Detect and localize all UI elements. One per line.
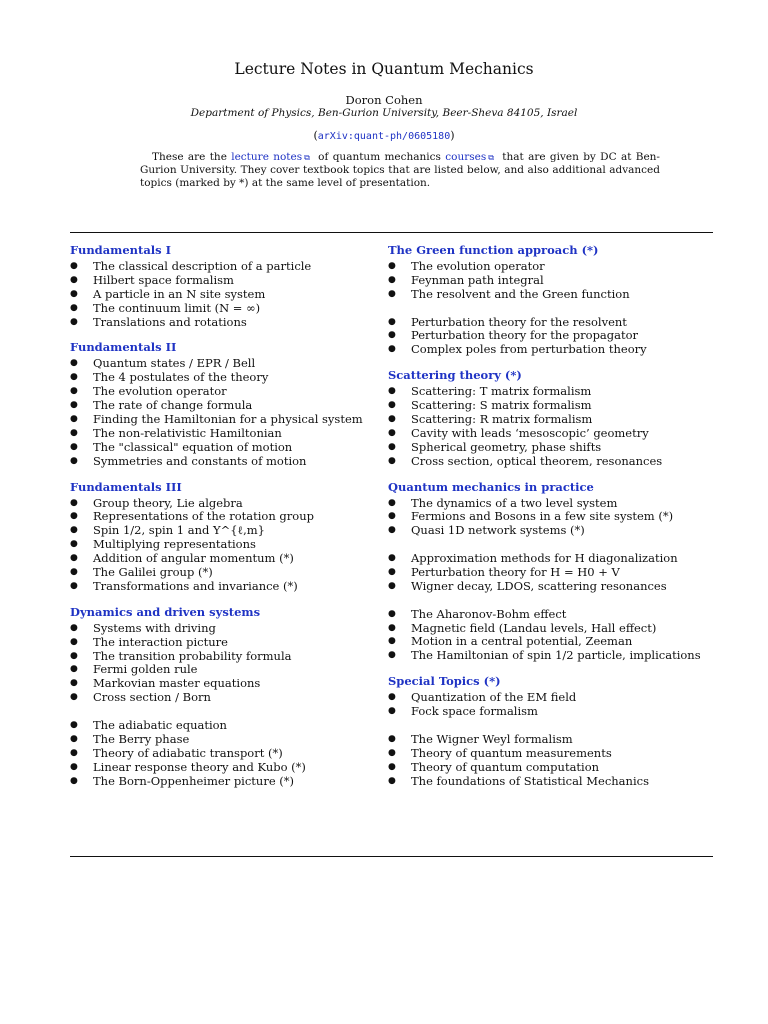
bullet-dot: ●: [70, 455, 78, 466]
topic-text: Quantum states / EPR / Bell: [93, 356, 256, 371]
bullet-dot: ●: [388, 511, 396, 522]
topic-list: [70, 622, 370, 705]
topic-list: [70, 719, 370, 788]
topic-text: The Born-Oppenheimer picture (*): [93, 773, 295, 788]
topic-item: [70, 747, 370, 761]
bullet-dot: ●: [388, 650, 396, 661]
topic-list: [70, 260, 370, 329]
topic-item: [70, 288, 370, 302]
topic-item: [388, 329, 708, 343]
topic-text: Quasi 1D network systems (*): [411, 523, 585, 538]
bullet-dot: ●: [388, 580, 396, 591]
section-heading: Dynamics and driven systems: [70, 604, 261, 619]
abstract: [140, 151, 660, 190]
topic-item: [388, 455, 708, 469]
section-fundamentals-iii: [70, 469, 370, 594]
topic-item: [388, 649, 708, 663]
section-special-topics: [388, 663, 708, 788]
topic-text: The interaction picture: [93, 634, 228, 649]
external-link-icon[interactable]: ⧉: [304, 153, 310, 162]
abstract-text-2: of quantum mechanics: [313, 151, 446, 163]
topic-item: [70, 733, 370, 747]
topic-item: [70, 719, 370, 733]
topic-list: [388, 733, 708, 789]
topic-text: Theory of quantum measurements: [411, 745, 612, 760]
bullet-dot: ●: [388, 427, 396, 438]
topic-item: [388, 747, 708, 761]
topic-list: [388, 316, 708, 358]
topic-item: [388, 622, 708, 636]
arxiv-link[interactable]: arXiv:quant-ph/0605180: [317, 131, 451, 142]
document-title: Lecture Notes in Quantum Mechanics: [234, 60, 534, 78]
section-fundamentals-ii: [70, 329, 370, 468]
topic-text: The continuum limit (N = ∞): [93, 300, 261, 315]
topic-list: [388, 552, 708, 594]
bullet-dot: ●: [388, 706, 396, 717]
group-spacer: [70, 705, 370, 719]
topic-list: [388, 608, 708, 664]
bullet-dot: ●: [388, 622, 396, 633]
section-heading: Scattering theory (*): [388, 368, 522, 383]
topic-item: [70, 663, 370, 677]
bullet-dot: ●: [70, 288, 78, 299]
topic-text: Quantization of the EM field: [411, 690, 577, 705]
topic-item: [70, 497, 370, 511]
topic-item: [388, 316, 708, 330]
topic-text: Spherical geometry, phase shifts: [411, 439, 602, 454]
bullet-dot: ●: [70, 720, 78, 731]
bullet-dot: ●: [70, 553, 78, 564]
topic-item: [388, 274, 708, 288]
section-quantum-mechanics-in-practice: [388, 469, 708, 664]
section-heading: The Green function approach (*): [388, 243, 599, 257]
bullet-dot: ●: [70, 692, 78, 703]
topic-item: [388, 399, 708, 413]
topic-text: Scattering: S matrix formalism: [411, 398, 592, 413]
bullet-dot: ●: [70, 525, 78, 536]
topic-text: Multiplying representations: [93, 537, 256, 552]
bullet-dot: ●: [70, 497, 78, 508]
bullet-dot: ●: [388, 733, 396, 744]
section-heading: Fundamentals I: [70, 243, 172, 257]
topic-text: The "classical" equation of motion: [93, 439, 293, 454]
bullet-dot: ●: [70, 733, 78, 744]
bullet-dot: ●: [388, 553, 396, 564]
bullet-dot: ●: [388, 386, 396, 397]
bullet-dot: ●: [70, 664, 78, 675]
topic-text: Markovian master equations: [93, 676, 261, 691]
bullet-dot: ●: [388, 414, 396, 425]
author-affiliation: Department of Physics, Ben-Gurion University, Beer-Sheva 84105, Israel: [190, 107, 578, 119]
left-topic-column: [70, 232, 370, 789]
bullet-dot: ●: [388, 775, 396, 786]
topic-text: The evolution operator: [93, 384, 227, 399]
topic-text: Cavity with leads ‘mesoscopic’ geometry: [411, 425, 649, 440]
lecture-notes-link[interactable]: lecture notes: [231, 151, 303, 163]
topic-item: [388, 705, 708, 719]
topic-item: [388, 691, 708, 705]
topic-item: [70, 274, 370, 288]
bullet-dot: ●: [388, 330, 396, 341]
topic-item: [388, 427, 708, 441]
bullet-dot: ●: [70, 372, 78, 383]
topic-list: [70, 497, 370, 594]
topic-text: The dynamics of a two level system: [411, 495, 618, 510]
topic-item: [70, 413, 370, 427]
section-heading: Quantum mechanics in practice: [388, 479, 594, 494]
topic-item: [70, 552, 370, 566]
bullet-dot: ●: [70, 427, 78, 438]
bullet-dot: ●: [388, 344, 396, 355]
topic-item: [70, 510, 370, 524]
bullet-dot: ●: [70, 636, 78, 647]
topic-item: [70, 385, 370, 399]
topic-item: [388, 260, 708, 274]
bullet-dot: ●: [388, 455, 396, 466]
topic-item: [388, 288, 708, 302]
topic-text: Systems with driving: [93, 620, 216, 635]
bullet-dot: ●: [388, 525, 396, 536]
topic-text: The Aharonov-Bohm effect: [411, 606, 567, 621]
topic-item: [388, 733, 708, 747]
right-topic-column: [388, 232, 708, 789]
topic-text: The evolution operator: [411, 259, 545, 273]
topic-item: [388, 552, 708, 566]
topic-item: [70, 775, 370, 789]
bullet-dot: ●: [70, 400, 78, 411]
topic-item: [388, 385, 708, 399]
topic-text: Cross section, optical theorem, resonances: [411, 453, 663, 468]
bullet-dot: ●: [70, 511, 78, 522]
topic-item: [388, 608, 708, 622]
topic-text: Finding the Hamiltonian for a physical system: [93, 412, 363, 427]
topic-text: The adiabatic equation: [93, 718, 227, 733]
topic-text: Fermions and Bosons in a few site system (*): [411, 509, 674, 524]
topic-item: [388, 497, 708, 511]
topic-item: [70, 538, 370, 552]
topic-item: [70, 691, 370, 705]
topic-item: [388, 566, 708, 580]
bullet-dot: ●: [388, 497, 396, 508]
bullet-dot: ●: [70, 580, 78, 591]
topic-text: The rate of change formula: [93, 398, 253, 413]
topic-list: [388, 385, 708, 468]
topic-text: The Galilei group (*): [93, 565, 213, 580]
topic-item: [70, 260, 370, 274]
topic-text: Scattering: T matrix formalism: [411, 384, 592, 399]
topic-text: Motion in a central potential, Zeeman: [411, 634, 633, 649]
topic-list: [388, 260, 708, 302]
topic-item: [70, 580, 370, 594]
topic-text: Translations and rotations: [93, 314, 247, 329]
topic-text: Fock space formalism: [411, 704, 538, 719]
topic-item: [70, 316, 370, 330]
topic-text: The Berry phase: [93, 731, 190, 746]
external-link-icon[interactable]: ⧉: [488, 153, 494, 162]
topic-item: [70, 650, 370, 664]
bullet-dot: ●: [70, 261, 78, 271]
topic-text: The classical description of a particle: [93, 259, 312, 273]
bullet-dot: ●: [70, 761, 78, 772]
topic-item: [70, 636, 370, 650]
bullet-dot: ●: [388, 747, 396, 758]
topic-item: [388, 413, 708, 427]
topic-text: Fermi golden rule: [93, 662, 198, 677]
topic-text: Representations of the rotation group: [93, 509, 314, 524]
bullet-dot: ●: [70, 274, 78, 285]
topic-item: [70, 455, 370, 469]
bullet-dot: ●: [388, 316, 396, 327]
topic-text: Feynman path integral: [411, 272, 544, 287]
section-the-green-function-approach: [388, 232, 708, 357]
abstract-text-3: that are given by DC at Ben-Gurion University. They cover textbook topics that are listed below, and also additional advanced topics (marked by *) at the same level of presentation.: [140, 151, 660, 189]
topic-item: [388, 761, 708, 775]
topic-item: [388, 343, 708, 357]
topic-item: [70, 371, 370, 385]
topic-list: [388, 497, 708, 539]
topic-item: [70, 622, 370, 636]
topic-item: [388, 775, 708, 789]
section-dynamics-and-driven-systems: [70, 594, 370, 789]
topic-text: Spin 1/2, spin 1 and Y^{ℓ,m}: [93, 523, 265, 538]
bullet-dot: ●: [388, 274, 396, 285]
topic-text: A particle in an N site system: [93, 286, 266, 301]
arxiv-reference: [0, 129, 768, 142]
topic-text: Transformations and invariance (*): [93, 578, 298, 593]
bottom-rule: [70, 856, 713, 857]
topic-text: Symmetries and constants of motion: [93, 453, 307, 468]
topic-item: [388, 635, 708, 649]
bullet-dot: ●: [388, 567, 396, 578]
bullet-dot: ●: [388, 608, 396, 619]
topic-text: The resolvent and the Green function: [411, 286, 630, 301]
topic-item: [70, 761, 370, 775]
topic-item: [70, 677, 370, 691]
bullet-dot: ●: [70, 386, 78, 397]
topic-text: Wigner decay, LDOS, scattering resonances: [411, 578, 667, 593]
topic-text: Perturbation theory for the propagator: [411, 328, 639, 343]
group-spacer: [388, 538, 708, 552]
topic-item: [70, 302, 370, 316]
topic-item: [388, 510, 708, 524]
bullet-dot: ●: [70, 775, 78, 786]
topic-text: Hilbert space formalism: [93, 272, 234, 287]
topic-list: [70, 357, 370, 468]
topic-text: Addition of angular momentum (*): [93, 551, 294, 566]
topic-text: Approximation methods for H diagonalization: [411, 551, 678, 566]
bullet-dot: ●: [388, 692, 396, 703]
bullet-dot: ●: [70, 302, 78, 313]
bullet-dot: ●: [388, 400, 396, 411]
topic-item: [70, 524, 370, 538]
topic-item: [70, 357, 370, 371]
topic-text: The transition probability formula: [93, 648, 292, 663]
bullet-dot: ●: [388, 261, 396, 271]
topic-item: [70, 441, 370, 455]
arxiv-close-paren: ): [450, 129, 455, 142]
topic-item: [388, 580, 708, 594]
bullet-dot: ●: [70, 358, 78, 369]
topic-text: Complex poles from perturbation theory: [411, 342, 647, 357]
topic-text: The Hamiltonian of spin 1/2 particle, implications: [411, 648, 701, 663]
bullet-dot: ●: [70, 316, 78, 327]
topic-text: Scattering: R matrix formalism: [411, 412, 593, 427]
group-spacer: [388, 719, 708, 733]
topic-item: [70, 399, 370, 413]
topic-text: Perturbation theory for the resolvent: [411, 314, 627, 329]
section-scattering-theory: [388, 357, 708, 468]
topic-text: Theory of quantum computation: [411, 759, 600, 774]
topic-text: Cross section / Born: [93, 690, 211, 705]
topic-text: The Wigner Weyl formalism: [411, 731, 573, 746]
abstract-text-1: These are the: [152, 151, 232, 163]
bullet-dot: ●: [70, 622, 78, 633]
section-heading: Special Topics (*): [388, 674, 501, 689]
topic-text: Group theory, Lie algebra: [93, 495, 243, 510]
topic-item: [388, 441, 708, 455]
bullet-dot: ●: [70, 747, 78, 758]
bullet-dot: ●: [70, 414, 78, 425]
bullet-dot: ●: [388, 761, 396, 772]
group-spacer: [388, 302, 708, 316]
topic-text: The non-relativistic Hamiltonian: [93, 425, 282, 440]
topic-item: [388, 524, 708, 538]
topic-item: [70, 427, 370, 441]
bullet-dot: ●: [388, 636, 396, 647]
topic-text: Theory of adiabatic transport (*): [93, 745, 283, 760]
bullet-dot: ●: [70, 539, 78, 550]
topic-text: Linear response theory and Kubo (*): [93, 759, 306, 774]
bullet-dot: ●: [70, 678, 78, 689]
section-fundamentals-i: [70, 232, 370, 329]
topic-item: [70, 566, 370, 580]
bullet-dot: ●: [388, 288, 396, 299]
topic-text: Magnetic field (Landau levels, Hall effect): [411, 620, 657, 635]
arxiv-open-paren: (: [313, 129, 318, 142]
group-spacer: [388, 594, 708, 608]
bullet-dot: ●: [70, 441, 78, 452]
section-heading: Fundamentals II: [70, 340, 177, 355]
bullet-dot: ●: [70, 567, 78, 578]
courses-link[interactable]: courses: [445, 151, 487, 163]
topic-text: The foundations of Statistical Mechanics: [411, 773, 649, 788]
section-heading: Fundamentals III: [70, 479, 182, 494]
topic-text: Perturbation theory for H = H0 + V: [411, 565, 620, 580]
bullet-dot: ●: [388, 441, 396, 452]
bullet-dot: ●: [70, 650, 78, 661]
topic-text: The 4 postulates of the theory: [93, 370, 269, 385]
author-name: Doron Cohen: [345, 93, 423, 107]
topic-list: [388, 691, 708, 719]
